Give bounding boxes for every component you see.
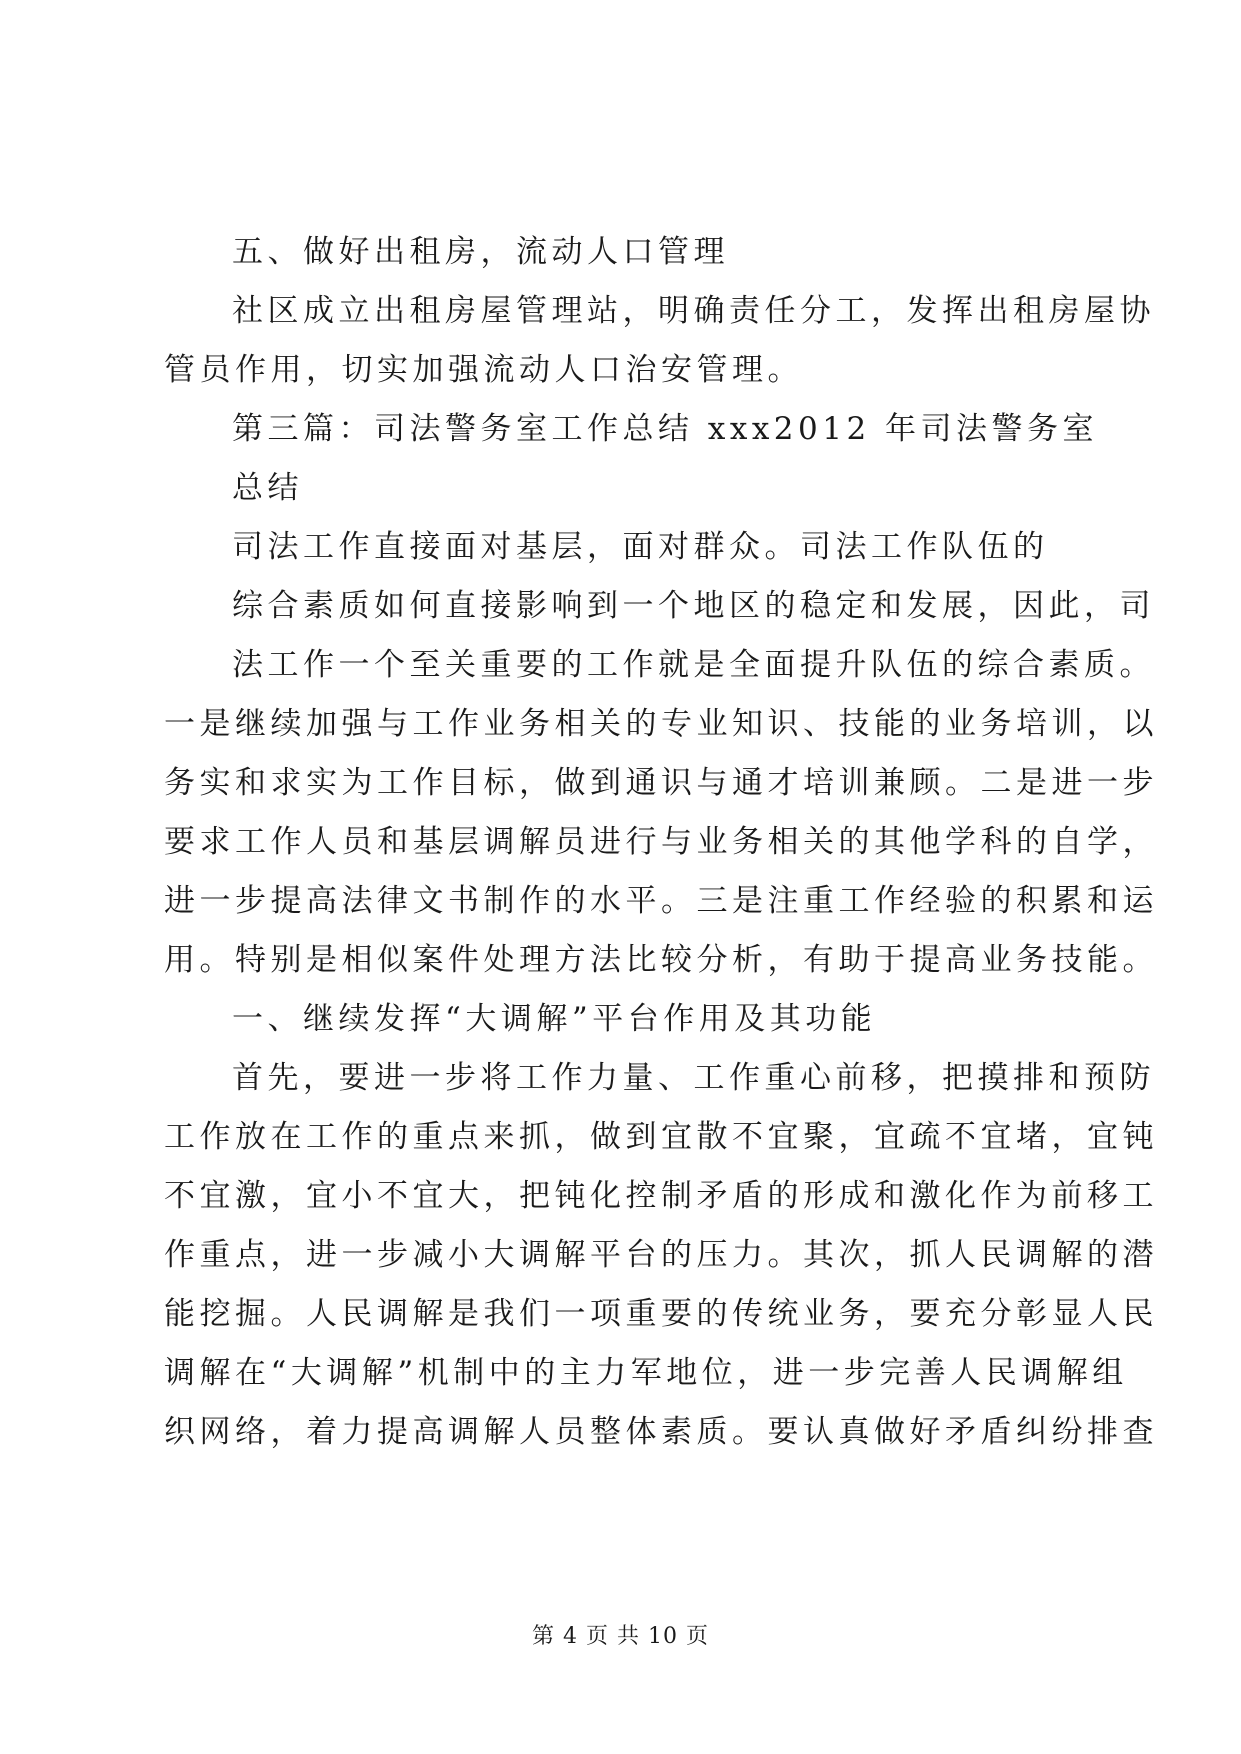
paragraph-line: 不宜激，宜小不宜大，把钝化控制矛盾的形成和激化作为前移工 [164,1178,1158,1214]
paragraph-line: 用。特别是相似案件处理方法比较分析，有助于提高业务技能。 [164,942,1158,978]
paragraph-line: 社区成立出租房屋管理站，明确责任分工，发挥出租房屋协 [232,293,1155,329]
paragraph-line: 作重点，进一步减小大调解平台的压力。其次，抓人民调解的潜 [164,1237,1158,1273]
chapter-title-continued: 总结 [232,470,303,506]
paragraph-line: 法工作一个至关重要的工作就是全面提升队伍的综合素质。 [232,647,1155,683]
paragraph-line: 首先，要进一步将工作力量、工作重心前移，把摸排和预防 [232,1060,1155,1096]
paragraph-line: 工作放在工作的重点来抓，做到宜散不宜聚，宜疏不宜堵，宜钝 [164,1119,1158,1155]
paragraph-line: 织网络，着力提高调解人员整体素质。要认真做好矛盾纠纷排查 [164,1414,1158,1450]
paragraph-line: 管员作用，切实加强流动人口治安管理。 [164,352,803,388]
paragraph-line: 能挖掘。人民调解是我们一项重要的传统业务，要充分彰显人民 [164,1296,1158,1332]
paragraph-line: 一是继续加强与工作业务相关的专业知识、技能的业务培训，以 [164,706,1158,742]
page-number-footer: 第 4 页 共 10 页 [532,1624,709,1649]
paragraph-line: 务实和求实为工作目标，做到通识与通才培训兼顾。二是进一步 [164,765,1158,801]
paragraph-line: 调解在“大调解”机制中的主力军地位，进一步完善人民调解组 [164,1355,1128,1391]
paragraph-line: 进一步提高法律文书制作的水平。三是注重工作经验的积累和运 [164,883,1158,919]
paragraph-line: 要求工作人员和基层调解员进行与业务相关的其他学科的自学， [164,824,1158,860]
paragraph-line: 司法工作直接面对基层，面对群众。司法工作队伍的 [232,529,1049,565]
chapter-title: 第三篇：司法警务室工作总结 xxx2012 年司法警务室 [232,411,1099,447]
section-heading-rental-management: 五、做好出租房，流动人口管理 [232,234,729,270]
section-heading-mediation: 一、继续发挥“大调解”平台作用及其功能 [232,1001,877,1037]
paragraph-line: 综合素质如何直接影响到一个地区的稳定和发展，因此，司 [232,588,1155,624]
